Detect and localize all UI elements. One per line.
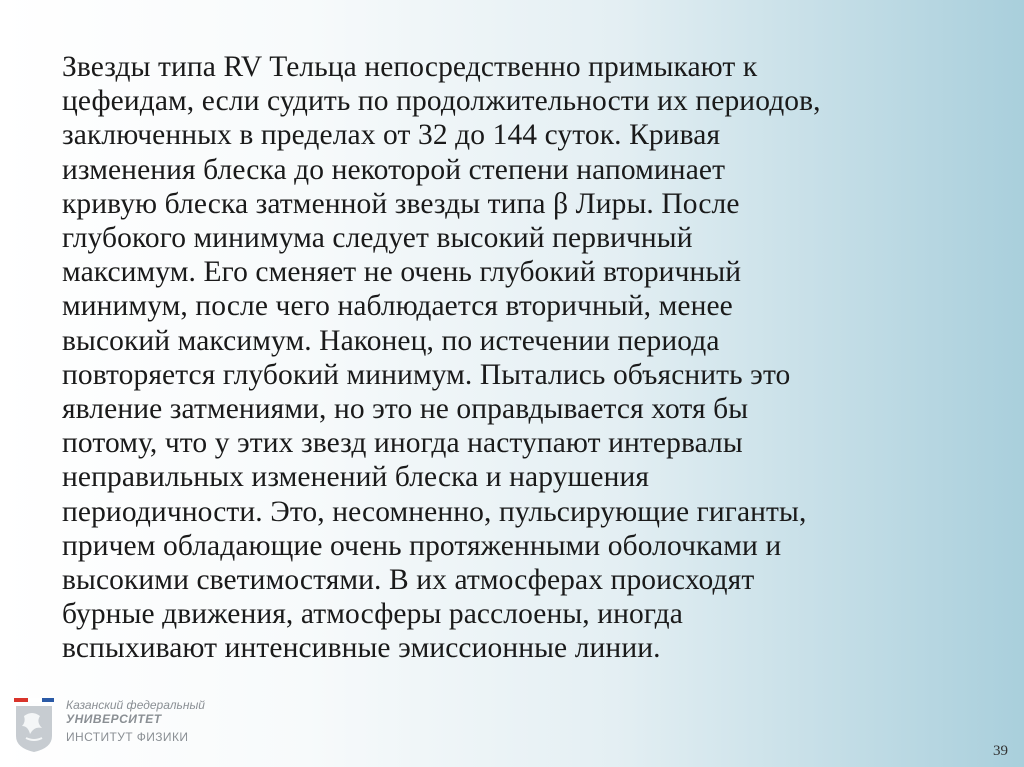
text-line: периодичности. Это, несомненно, пульсирующие гиганты, [62, 495, 807, 528]
logo-line-institute: ИНСТИТУТ ФИЗИКИ [66, 730, 189, 744]
text-line: кривую блеска затменной звезды типа β Лиры. После [62, 187, 740, 220]
page-number: 39 [993, 743, 1008, 759]
text-line: глубокого минимума следует высокий первичный [62, 222, 693, 255]
text-line: изменения блеска до некоторой степени напоминает [62, 153, 726, 186]
text-line: высокими светимостями. В их атмосферах происходят [62, 564, 755, 597]
text-line: явление затмениями, но это не оправдывается хотя бы [62, 393, 749, 426]
university-logo [12, 696, 262, 756]
logo-line-university: УНИВЕРСИТЕТ [66, 712, 162, 726]
text-line: причем обладающие очень протяженными оболочками и [62, 529, 782, 562]
text-line: максимум. Его сменяет не очень глубокий вторичный [62, 256, 742, 289]
text-line: повторяется глубокий минимум. Пытались объяснить это [62, 358, 791, 391]
text-line: потому, что у этих звезд иногда наступают интервалы [62, 427, 743, 460]
logo-text [66, 698, 205, 745]
logo-line-university-name: Казанский федеральный [66, 698, 205, 712]
text-line: бурные движения, атмосферы расслоены, иногда [62, 598, 683, 631]
text-line: заключенных в пределах от 32 до 144 суток. Кривая [62, 119, 721, 152]
text-line: минимум, после чего наблюдается вторичный, менее [62, 290, 733, 323]
text-line: Звезды типа RV Тельца непосредственно примыкают к [62, 51, 758, 83]
text-line: вспыхивают интенсивные эмиссионные линии. [62, 632, 661, 665]
slide-body-text [62, 50, 982, 666]
kfu-logo-icon [12, 696, 56, 754]
text-line: высокий максимум. Наконец, по истечении периода [62, 324, 720, 357]
text-line: цефеидам, если судить по продолжительности их периодов, [62, 85, 821, 118]
text-line: неправильных изменений блеска и нарушения [62, 461, 650, 494]
